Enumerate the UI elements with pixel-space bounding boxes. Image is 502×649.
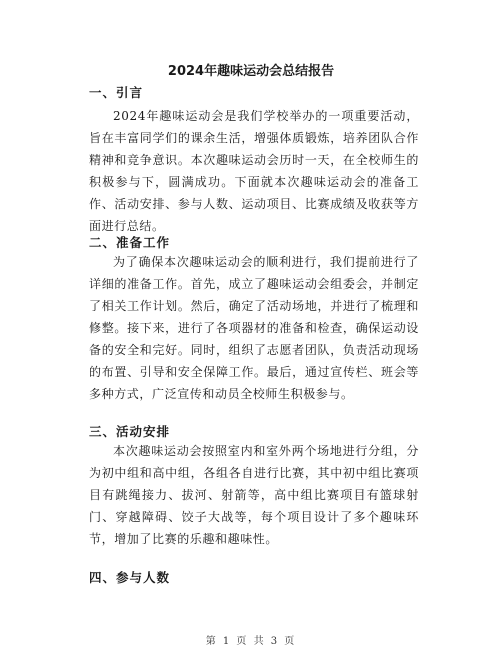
section-heading-introduction: 一、引言 bbox=[89, 85, 144, 100]
section-body-preparation: 为了确保本次趣味运动会的顺利进行，我们提前进行了详细的准备工作。首先，成立了趣味运动会组委会，并制定了相关工作计划。然后，确定了活动场地，并进行了梳理和修整。接下来，进行了各项器材的准备和检查，确保运动设备的安全和完好。同时，组织了志愿者团队，负责活动现场的布置、引导和安全保障工作。最后，通过宣传栏、班会等多种方式，广泛宣传和动员全校师生积极参与。 bbox=[89, 255, 419, 401]
section-heading-schedule: 三、活动安排 bbox=[89, 424, 171, 439]
page-number-footer: 第 1 页 共 3 页 bbox=[205, 636, 297, 647]
section-body-schedule: 本次趣味运动会按照室内和室外两个场地进行分组，分为初中组和高中组，各组各自进行比赛，其中初中组比赛项目有跳绳接力、拔河、射箭等，高中组比赛项目有篮球射门、穿越障碍、饺子大战等，每个项目设计了多个趣味环节，增加了比赛的乐趣和趣味性。 bbox=[89, 444, 419, 546]
section-heading-preparation: 二、准备工作 bbox=[89, 235, 171, 250]
document-title: 2024年趣味运动会总结报告 bbox=[167, 64, 335, 79]
section-heading-participants: 四、参与人数 bbox=[89, 570, 171, 585]
section-body-introduction: 2024年趣味运动会是我们学校举办的一项重要活动，旨在丰富同学们的课余生活，增强体质锻炼，培养团队合作精神和竞争意识。本次趣味运动会历时一天，在全校师生的积极参与下，圆满成功。下面就本次趣味运动会的准备工作、活动安排、参与人数、运动项目、比赛成绩及收获等方面进行总结。 bbox=[89, 109, 419, 233]
